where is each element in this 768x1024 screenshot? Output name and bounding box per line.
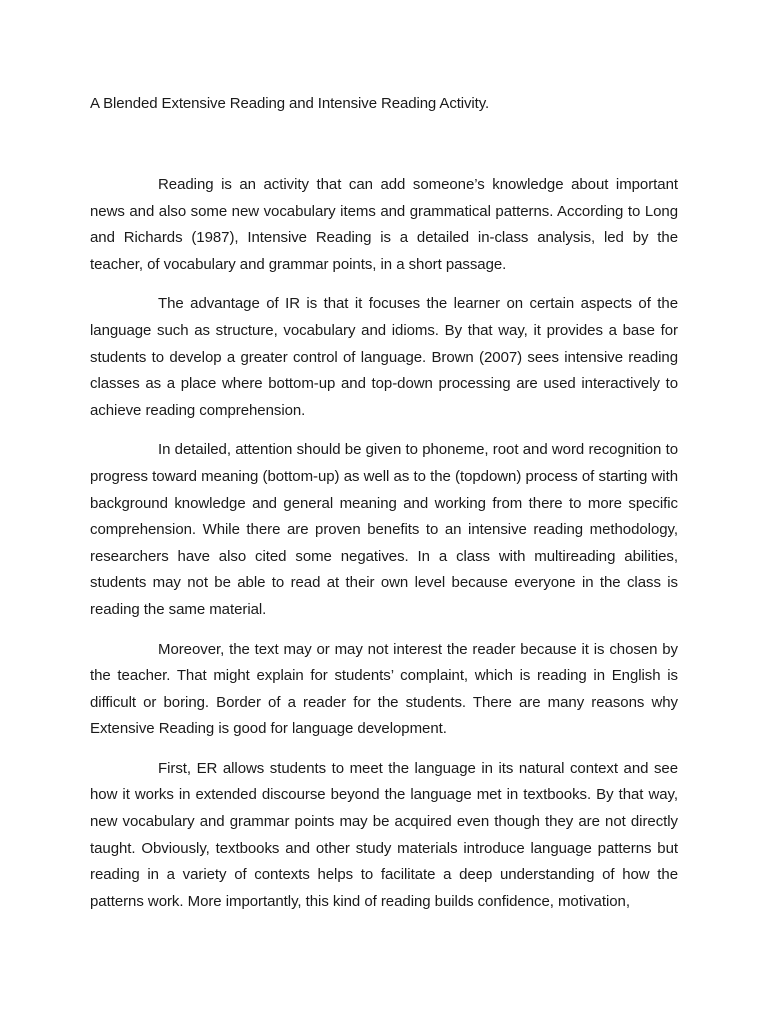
paragraph-5: First, ER allows students to meet the language in its natural context and see how it works in extended discourse beyond the language met in textbooks. By that way, new vocabulary and grammar points may be acquired even though they are not directly taught. Obviously, textbooks and other study materials introduce language patterns but reading in a variety of contexts helps to facilitate a deep understanding of how the patterns work. More importantly, this kind of reading builds confidence, motivation, — [90, 759, 678, 910]
document-title: A Blended Extensive Reading and Intensive Reading Activity. — [90, 95, 490, 112]
paragraph-4: Moreover, the text may or may not interest the reader because it is chosen by the teacher. That might explain for students’ complaint, which is reading in English is difficult or boring. Border of a reader for the students. There are many reasons why Extensive Reading is good for language development. — [90, 640, 678, 738]
paragraph-3: In detailed, attention should be given to phoneme, root and word recognition to progress toward meaning (bottom-up) as well as to the (topdown) process of starting with background knowledge and general meaning and working from there to more specific comprehension. While there are proven benefits to an intensive reading methodology, researchers have also cited some negatives. In a class with multireading abilities, students may not be able to read at their own level because everyone in the class is reading the same material. — [90, 441, 678, 618]
paragraph-1: Reading is an activity that can add someone’s knowledge about important news and also some new vocabulary items and grammatical patterns. According to Long and Richards (1987), Intensive Reading is a detailed in-class analysis, led by the teacher, of vocabulary and grammar points, in a short passage. — [90, 176, 678, 273]
document-body — [90, 172, 678, 915]
paragraph-2: The advantage of IR is that it focuses the learner on certain aspects of the language such as structure, vocabulary and idioms. By that way, it provides a base for students to develop a greater control of language. Brown (2007) sees intensive reading classes as a place where bottom-up and top-down processing are used interactively to achieve reading comprehension. — [90, 295, 678, 419]
